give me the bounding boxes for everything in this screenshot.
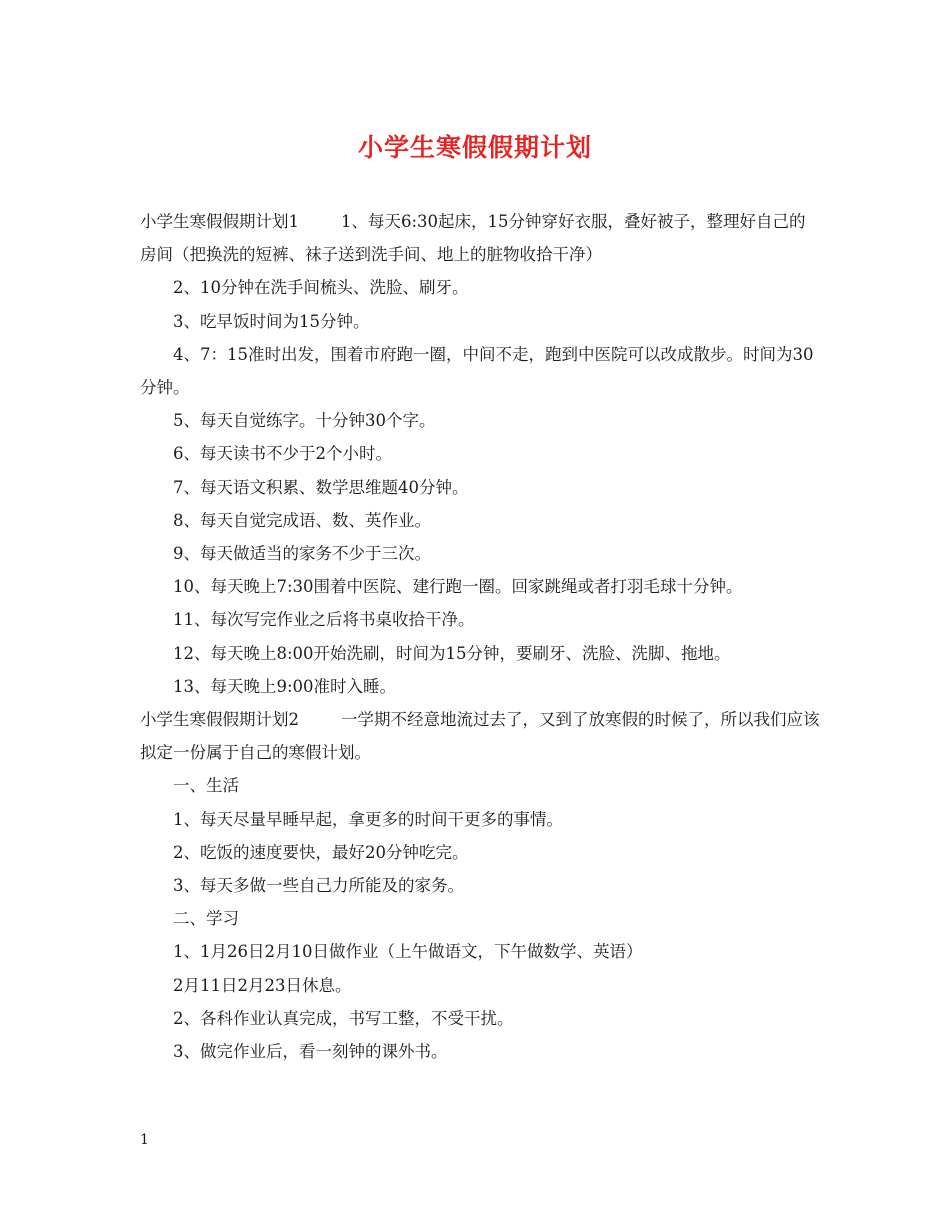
plan1-heading: 小学生寒假假期计划1 bbox=[140, 212, 299, 231]
plan2-item: 1、每天尽量早睡早起，拿更多的时间干更多的事情。 bbox=[173, 809, 563, 829]
plan1-item: 13、每天晚上9:00准时入睡。 bbox=[173, 676, 397, 696]
plan1-intro: 1、每天6:30起床，15分钟穿好衣服，叠好被子，整理好自己的房间（把换洗的短裤、袜子送到洗手间、地上的脏物收拾干净） bbox=[140, 212, 806, 265]
document-title: 小学生寒假假期计划 bbox=[357, 133, 592, 162]
plan2-section-heading: 一、生活 bbox=[173, 776, 239, 796]
plan2-item: 1、1月26日2月10日做作业（上午做语文，下午做数学、英语） bbox=[173, 942, 643, 962]
plan1-item: 7、每天语文积累、数学思维题40分钟。 bbox=[173, 477, 469, 497]
plan2-item: 2月11日2月23日休息。 bbox=[173, 975, 352, 995]
plan1-item: 12、每天晚上8:00开始洗刷，时间为15分钟，要刷牙、洗脸、洗脚、拖地。 bbox=[173, 643, 731, 663]
plan1-item: 8、每天自觉完成语、数、英作业。 bbox=[173, 510, 431, 530]
plan1-item: 3、吃早饭时间为15分钟。 bbox=[173, 311, 370, 331]
plan2-intro-paragraph bbox=[140, 703, 820, 769]
plan2-item: 3、每天多做一些自己力所能及的家务。 bbox=[173, 876, 464, 896]
plan2-item: 2、各科作业认真完成，书写工整，不受干扰。 bbox=[173, 1008, 514, 1028]
page-number: 1 bbox=[140, 1132, 149, 1148]
plan1-item: 6、每天读书不少于2个小时。 bbox=[173, 444, 392, 464]
plan2-intro: 一学期不经意地流过去了，又到了放寒假的时候了，所以我们应该拟定一份属于自己的寒假计划。 bbox=[140, 710, 820, 763]
plan1-item: 11、每次写完作业之后将书桌收拾干净。 bbox=[173, 610, 475, 630]
plan1-item: 5、每天自觉练字。十分钟30个字。 bbox=[173, 411, 436, 431]
plan2-heading: 小学生寒假假期计划2 bbox=[140, 710, 299, 730]
plan1-item: 10、每天晚上7:30围着中医院、建行跑一圈。回家跳绳或者打羽毛球十分钟。 bbox=[173, 577, 743, 597]
plan2-item: 2、吃饭的速度要快，最好20分钟吃完。 bbox=[173, 842, 469, 862]
plan1-item: 9、每天做适当的家务不少于三次。 bbox=[173, 544, 431, 564]
plan1-item: 4、7：15准时出发，围着市府跑一圈，中间不走，跑到中医院可以改成散步。时间为30分钟。 bbox=[140, 344, 814, 398]
plan1-item: 2、10分钟在洗手间梳头、洗脸、刷牙。 bbox=[173, 278, 469, 298]
plan2-item: 3、做完作业后，看一刻钟的课外书。 bbox=[173, 1042, 448, 1062]
plan2-section-heading: 二、学习 bbox=[173, 909, 239, 929]
document-body bbox=[140, 205, 820, 1068]
plan1-intro-paragraph bbox=[140, 205, 820, 271]
